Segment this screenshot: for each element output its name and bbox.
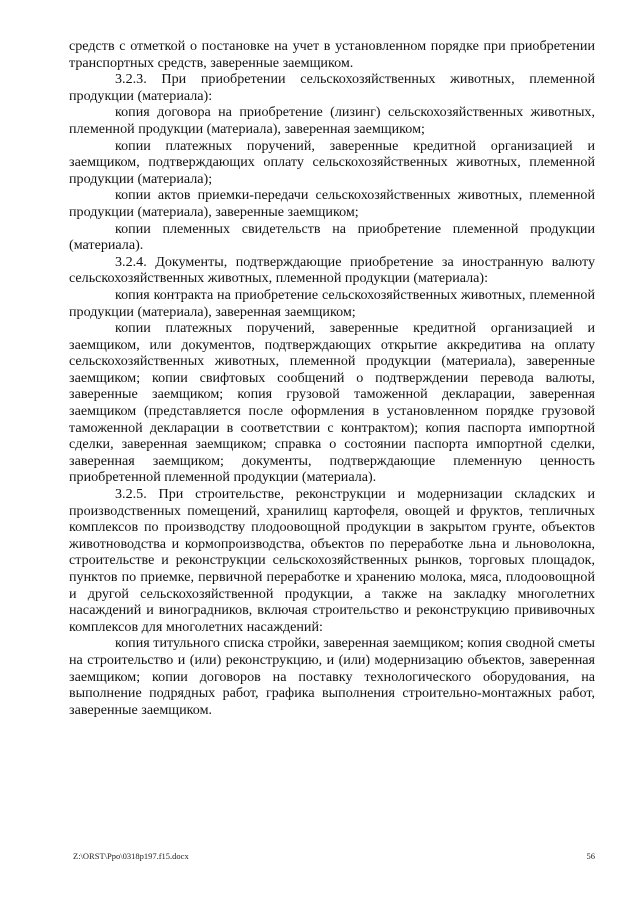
document-body [69, 38, 595, 718]
paragraph-list-item: копия титульного списка стройки, заверенная заемщиком; копия сводной сметы на строительство и (или) реконструкцию, и (или) модернизацию объектов, заверенная заемщиком; копии договоров на поставку технологического оборудования, на выполнение подрядных работ, графика выполнения строительно-монтажных работ, заверенные заемщиком. [69, 635, 595, 718]
paragraph-list-item: копия договора на приобретение (лизинг) сельскохозяйственных животных, племенной продукции (материала), заверенная заемщиком; [69, 104, 595, 137]
footer-file-path: Z:\ORST\Ppo\0318p197.f15.docx [73, 851, 189, 861]
paragraph-continuation: средств с отметкой о постановке на учет в установленном порядке при приобретении транспортных средств, заверенные заемщиком. [69, 38, 595, 71]
page-number: 56 [586, 851, 595, 861]
paragraph-list-item: копии племенных свидетельств на приобретение племенной продукции (материала). [69, 220, 595, 254]
paragraph-list-item: копии платежных поручений, заверенные кредитной организацией и заемщиком, или документов, подтверждающих открытие аккредитива на оплату сельскохозяйственных животных, племенной продукции (материала), заверенные заемщиком; копии свифтовых сообщений о подтверждении перевода валюты, заверенные заемщиком; копия грузовой таможенной декларации, заверенная заемщиком (представляется после оформления в установленном порядке грузовой таможенной декларации в соответствии с контрактом); копия паспорта импортной сделки, заверенная заемщиком; справка о состоянии паспорта импортной сделки, заверенная заемщиком; документы, подтверждающие племенную ценность приобретенной племенной продукции (материала). [69, 320, 595, 486]
paragraph-section-3-2-3: 3.2.3. При приобретении сельскохозяйственных животных, племенной продукции (материала): [69, 71, 595, 104]
paragraph-list-item: копии актов приемки-передачи сельскохозяйственных животных, племенной продукции (материала), заверенные заемщиком; [69, 187, 595, 220]
paragraph-list-item: копия контракта на приобретение сельскохозяйственных животных, племенной продукции (материала), заверенная заемщиком; [69, 286, 595, 320]
paragraph-section-3-2-4: 3.2.4. Документы, подтверждающие приобретение за иностранную валюту сельскохозяйственных животных, племенной продукции (материала): [69, 253, 595, 287]
paragraph-list-item: копии платежных поручений, заверенные кредитной организацией и заемщиком, подтверждающих оплату сельскохозяйственных животных, племенной продукции (материала); [69, 137, 595, 187]
paragraph-section-3-2-5: 3.2.5. При строительстве, реконструкции и модернизации складских и производственных помещений, хранилищ картофеля, овощей и фруктов, тепличных комплексов по производству плодоовощной продукции в закрытом грунте, объектов животноводства и кормопроизводства, объектов по переработке льна и льноволокна, строительстве и реконструкции сельскохозяйственных рынков, торговых площадок, пунктов по приемке, первичной переработке и хранению молока, мяса, плодоовощной и другой сельскохозяйственной продукции, а также на закладку многолетних насаждений и виноградников, включая строительство и реконструкцию прививочных комплексов для многолетних насаждений: [69, 486, 595, 635]
